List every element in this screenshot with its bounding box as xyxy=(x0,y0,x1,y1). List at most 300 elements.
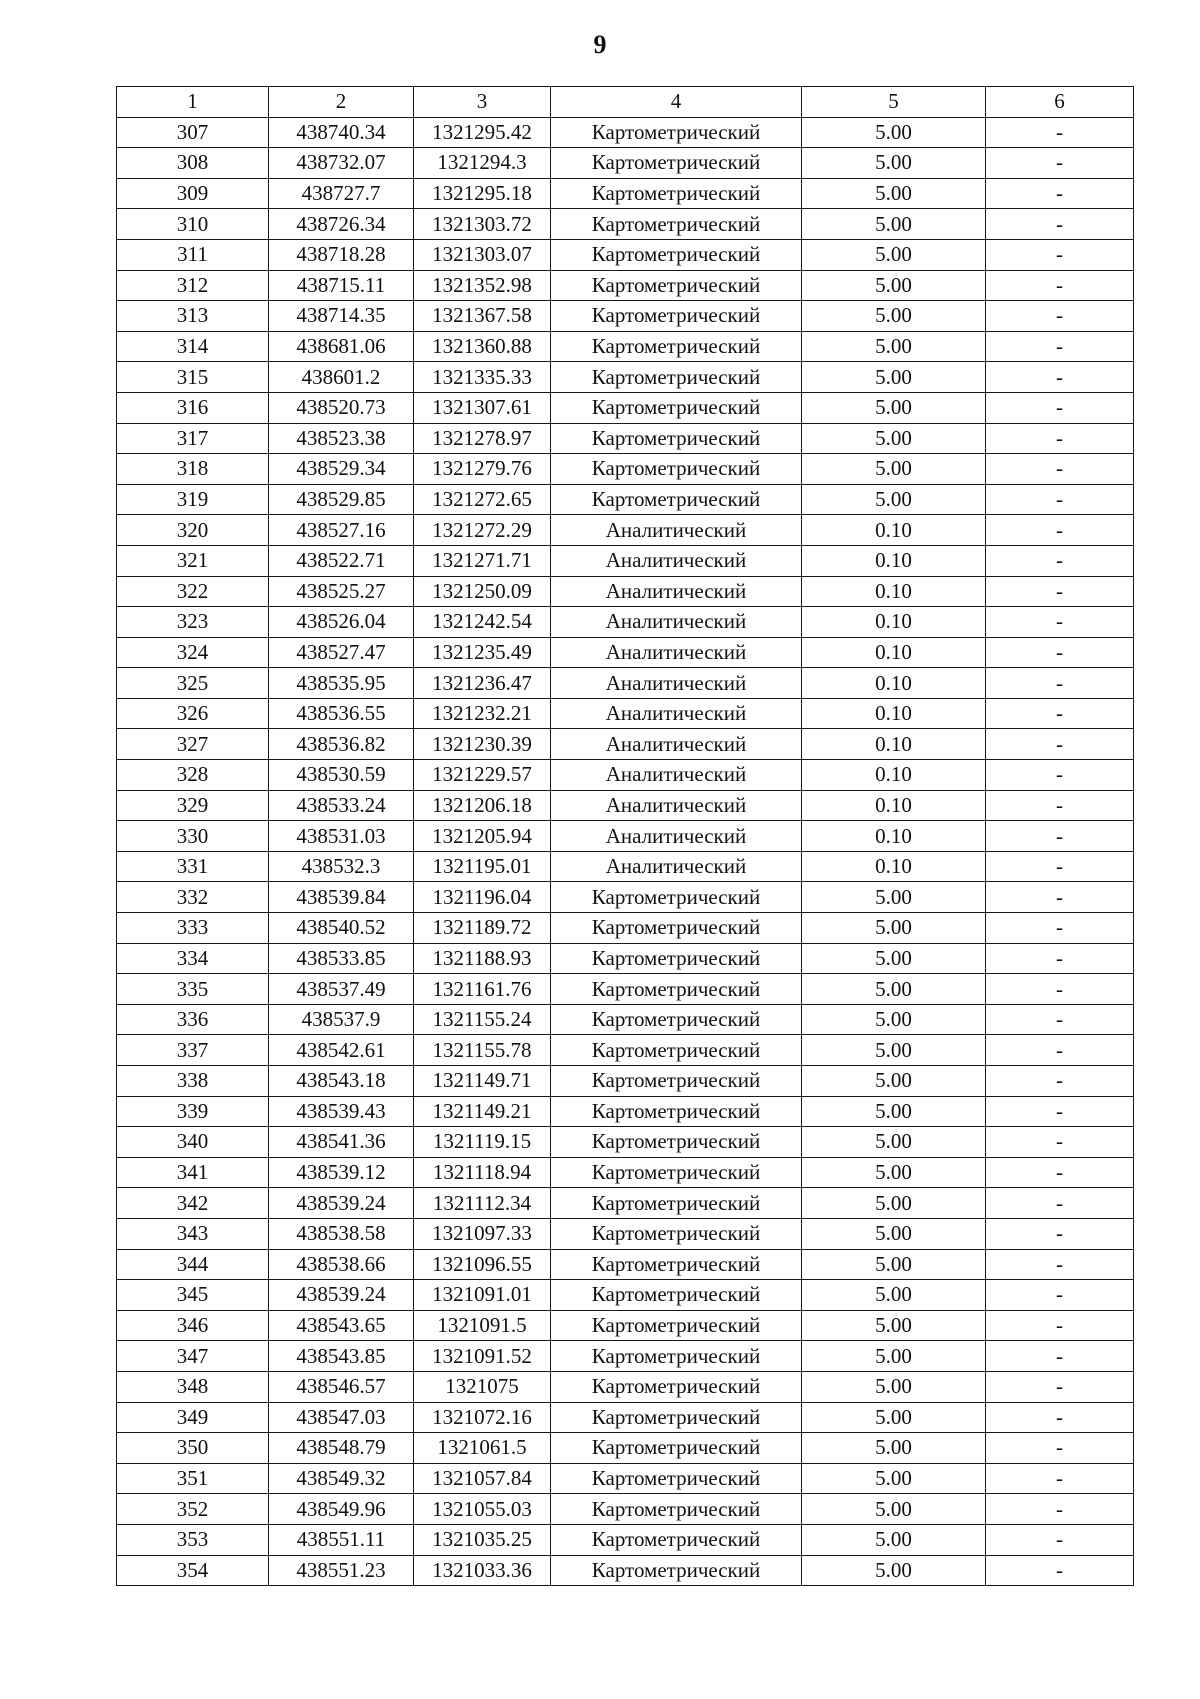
point-number-cell: 317 xyxy=(117,423,269,454)
x-coordinate-cell: 438543.18 xyxy=(269,1066,414,1097)
accuracy-cell: 0.10 xyxy=(802,790,986,821)
y-coordinate-cell: 1321035.25 xyxy=(414,1524,551,1555)
y-coordinate-cell: 1321236.47 xyxy=(414,668,551,699)
y-coordinate-cell: 1321061.5 xyxy=(414,1433,551,1464)
note-cell: - xyxy=(986,943,1134,974)
table-row xyxy=(117,545,1134,576)
point-number-cell: 345 xyxy=(117,1280,269,1311)
table-row xyxy=(117,392,1134,423)
method-cell: Аналитический xyxy=(551,607,802,638)
x-coordinate-cell: 438726.34 xyxy=(269,209,414,240)
note-cell: - xyxy=(986,1524,1134,1555)
accuracy-cell: 5.00 xyxy=(802,1004,986,1035)
accuracy-cell: 5.00 xyxy=(802,1341,986,1372)
method-cell: Картометрический xyxy=(551,1127,802,1158)
method-cell: Картометрический xyxy=(551,1004,802,1035)
x-coordinate-cell: 438714.35 xyxy=(269,301,414,332)
accuracy-cell: 0.10 xyxy=(802,851,986,882)
table-row xyxy=(117,698,1134,729)
method-cell: Картометрический xyxy=(551,1433,802,1464)
accuracy-cell: 0.10 xyxy=(802,515,986,546)
y-coordinate-cell: 1321303.07 xyxy=(414,239,551,270)
x-coordinate-cell: 438523.38 xyxy=(269,423,414,454)
accuracy-cell: 5.00 xyxy=(802,148,986,179)
table-row xyxy=(117,1555,1134,1586)
x-coordinate-cell: 438527.16 xyxy=(269,515,414,546)
x-coordinate-cell: 438538.58 xyxy=(269,1218,414,1249)
y-coordinate-cell: 1321271.71 xyxy=(414,545,551,576)
accuracy-cell: 5.00 xyxy=(802,239,986,270)
accuracy-cell: 5.00 xyxy=(802,1066,986,1097)
y-coordinate-cell: 1321155.24 xyxy=(414,1004,551,1035)
point-number-cell: 326 xyxy=(117,698,269,729)
note-cell: - xyxy=(986,148,1134,179)
accuracy-cell: 0.10 xyxy=(802,668,986,699)
point-number-cell: 329 xyxy=(117,790,269,821)
point-number-cell: 321 xyxy=(117,545,269,576)
method-cell: Картометрический xyxy=(551,117,802,148)
table-row xyxy=(117,1096,1134,1127)
table-row xyxy=(117,484,1134,515)
note-cell: - xyxy=(986,821,1134,852)
method-cell: Картометрический xyxy=(551,1494,802,1525)
table-row xyxy=(117,1371,1134,1402)
point-number-cell: 319 xyxy=(117,484,269,515)
y-coordinate-cell: 1321229.57 xyxy=(414,760,551,791)
note-cell: - xyxy=(986,1249,1134,1280)
x-coordinate-cell: 438539.84 xyxy=(269,882,414,913)
x-coordinate-cell: 438527.47 xyxy=(269,637,414,668)
table-row xyxy=(117,1524,1134,1555)
note-cell: - xyxy=(986,362,1134,393)
table-row xyxy=(117,301,1134,332)
accuracy-cell: 5.00 xyxy=(802,1555,986,1586)
y-coordinate-cell: 1321075 xyxy=(414,1371,551,1402)
x-coordinate-cell: 438549.96 xyxy=(269,1494,414,1525)
x-coordinate-cell: 438601.2 xyxy=(269,362,414,393)
page-number: 9 xyxy=(593,30,607,59)
method-cell: Картометрический xyxy=(551,1188,802,1219)
x-coordinate-cell: 438531.03 xyxy=(269,821,414,852)
note-cell: - xyxy=(986,974,1134,1005)
method-cell: Картометрический xyxy=(551,1280,802,1311)
y-coordinate-cell: 1321230.39 xyxy=(414,729,551,760)
y-coordinate-cell: 1321307.61 xyxy=(414,392,551,423)
y-coordinate-cell: 1321206.18 xyxy=(414,790,551,821)
note-cell: - xyxy=(986,1157,1134,1188)
note-cell: - xyxy=(986,1066,1134,1097)
method-cell: Картометрический xyxy=(551,1371,802,1402)
table-row xyxy=(117,1402,1134,1433)
y-coordinate-cell: 1321055.03 xyxy=(414,1494,551,1525)
accuracy-cell: 5.00 xyxy=(802,974,986,1005)
note-cell: - xyxy=(986,1494,1134,1525)
y-coordinate-cell: 1321057.84 xyxy=(414,1463,551,1494)
x-coordinate-cell: 438551.11 xyxy=(269,1524,414,1555)
x-coordinate-cell: 438536.82 xyxy=(269,729,414,760)
x-coordinate-cell: 438538.66 xyxy=(269,1249,414,1280)
table-row xyxy=(117,1127,1134,1158)
method-cell: Картометрический xyxy=(551,1402,802,1433)
column-header: 2 xyxy=(269,87,414,118)
point-number-cell: 349 xyxy=(117,1402,269,1433)
point-number-cell: 318 xyxy=(117,454,269,485)
point-number-cell: 307 xyxy=(117,117,269,148)
note-cell: - xyxy=(986,607,1134,638)
table-row xyxy=(117,1494,1134,1525)
point-number-cell: 354 xyxy=(117,1555,269,1586)
y-coordinate-cell: 1321188.93 xyxy=(414,943,551,974)
method-cell: Картометрический xyxy=(551,301,802,332)
y-coordinate-cell: 1321295.18 xyxy=(414,178,551,209)
table-row xyxy=(117,423,1134,454)
note-cell: - xyxy=(986,760,1134,791)
note-cell: - xyxy=(986,270,1134,301)
x-coordinate-cell: 438727.7 xyxy=(269,178,414,209)
table-row xyxy=(117,1188,1134,1219)
method-cell: Картометрический xyxy=(551,1066,802,1097)
x-coordinate-cell: 438539.24 xyxy=(269,1280,414,1311)
accuracy-cell: 5.00 xyxy=(802,1188,986,1219)
table-row xyxy=(117,515,1134,546)
x-coordinate-cell: 438547.03 xyxy=(269,1402,414,1433)
note-cell: - xyxy=(986,668,1134,699)
column-header: 4 xyxy=(551,87,802,118)
table-row xyxy=(117,362,1134,393)
point-number-cell: 308 xyxy=(117,148,269,179)
accuracy-cell: 5.00 xyxy=(802,1035,986,1066)
table-row xyxy=(117,637,1134,668)
y-coordinate-cell: 1321295.42 xyxy=(414,117,551,148)
accuracy-cell: 5.00 xyxy=(802,1494,986,1525)
x-coordinate-cell: 438520.73 xyxy=(269,392,414,423)
accuracy-cell: 5.00 xyxy=(802,1463,986,1494)
method-cell: Картометрический xyxy=(551,239,802,270)
note-cell: - xyxy=(986,1433,1134,1464)
table-row xyxy=(117,668,1134,699)
point-number-cell: 338 xyxy=(117,1066,269,1097)
x-coordinate-cell: 438542.61 xyxy=(269,1035,414,1066)
note-cell: - xyxy=(986,1188,1134,1219)
column-header: 1 xyxy=(117,87,269,118)
method-cell: Картометрический xyxy=(551,331,802,362)
x-coordinate-cell: 438535.95 xyxy=(269,668,414,699)
y-coordinate-cell: 1321097.33 xyxy=(414,1218,551,1249)
method-cell: Аналитический xyxy=(551,821,802,852)
method-cell: Аналитический xyxy=(551,790,802,821)
accuracy-cell: 5.00 xyxy=(802,301,986,332)
table-row xyxy=(117,1218,1134,1249)
note-cell: - xyxy=(986,729,1134,760)
x-coordinate-cell: 438525.27 xyxy=(269,576,414,607)
x-coordinate-cell: 438537.9 xyxy=(269,1004,414,1035)
point-number-cell: 336 xyxy=(117,1004,269,1035)
y-coordinate-cell: 1321279.76 xyxy=(414,454,551,485)
method-cell: Картометрический xyxy=(551,1157,802,1188)
accuracy-cell: 5.00 xyxy=(802,913,986,944)
y-coordinate-cell: 1321091.01 xyxy=(414,1280,551,1311)
method-cell: Картометрический xyxy=(551,454,802,485)
accuracy-cell: 0.10 xyxy=(802,760,986,791)
accuracy-cell: 5.00 xyxy=(802,1127,986,1158)
note-cell: - xyxy=(986,913,1134,944)
accuracy-cell: 0.10 xyxy=(802,637,986,668)
accuracy-cell: 5.00 xyxy=(802,117,986,148)
accuracy-cell: 5.00 xyxy=(802,1402,986,1433)
point-number-cell: 348 xyxy=(117,1371,269,1402)
note-cell: - xyxy=(986,1555,1134,1586)
y-coordinate-cell: 1321294.3 xyxy=(414,148,551,179)
method-cell: Картометрический xyxy=(551,392,802,423)
y-coordinate-cell: 1321205.94 xyxy=(414,821,551,852)
y-coordinate-cell: 1321335.33 xyxy=(414,362,551,393)
point-number-cell: 315 xyxy=(117,362,269,393)
note-cell: - xyxy=(986,1218,1134,1249)
accuracy-cell: 5.00 xyxy=(802,331,986,362)
point-number-cell: 311 xyxy=(117,239,269,270)
x-coordinate-cell: 438522.71 xyxy=(269,545,414,576)
note-cell: - xyxy=(986,545,1134,576)
table-row xyxy=(117,1433,1134,1464)
table-header-row xyxy=(117,87,1134,118)
y-coordinate-cell: 1321195.01 xyxy=(414,851,551,882)
accuracy-cell: 5.00 xyxy=(802,1310,986,1341)
table-row xyxy=(117,148,1134,179)
method-cell: Картометрический xyxy=(551,270,802,301)
table-row xyxy=(117,1004,1134,1035)
y-coordinate-cell: 1321119.15 xyxy=(414,1127,551,1158)
y-coordinate-cell: 1321235.49 xyxy=(414,637,551,668)
y-coordinate-cell: 1321272.65 xyxy=(414,484,551,515)
table-row xyxy=(117,1066,1134,1097)
y-coordinate-cell: 1321250.09 xyxy=(414,576,551,607)
note-cell: - xyxy=(986,1127,1134,1158)
y-coordinate-cell: 1321272.29 xyxy=(414,515,551,546)
method-cell: Аналитический xyxy=(551,729,802,760)
y-coordinate-cell: 1321189.72 xyxy=(414,913,551,944)
method-cell: Аналитический xyxy=(551,698,802,729)
table-body xyxy=(117,117,1134,1586)
method-cell: Картометрический xyxy=(551,974,802,1005)
y-coordinate-cell: 1321232.21 xyxy=(414,698,551,729)
table-row xyxy=(117,454,1134,485)
y-coordinate-cell: 1321155.78 xyxy=(414,1035,551,1066)
y-coordinate-cell: 1321278.97 xyxy=(414,423,551,454)
table-row xyxy=(117,209,1134,240)
point-number-cell: 343 xyxy=(117,1218,269,1249)
x-coordinate-cell: 438681.06 xyxy=(269,331,414,362)
point-number-cell: 313 xyxy=(117,301,269,332)
x-coordinate-cell: 438539.43 xyxy=(269,1096,414,1127)
x-coordinate-cell: 438530.59 xyxy=(269,760,414,791)
table-row xyxy=(117,1035,1134,1066)
x-coordinate-cell: 438537.49 xyxy=(269,974,414,1005)
note-cell: - xyxy=(986,209,1134,240)
point-number-cell: 342 xyxy=(117,1188,269,1219)
note-cell: - xyxy=(986,178,1134,209)
note-cell: - xyxy=(986,392,1134,423)
coordinates-table xyxy=(116,86,1134,1586)
point-number-cell: 341 xyxy=(117,1157,269,1188)
method-cell: Аналитический xyxy=(551,515,802,546)
y-coordinate-cell: 1321242.54 xyxy=(414,607,551,638)
note-cell: - xyxy=(986,331,1134,362)
point-number-cell: 335 xyxy=(117,974,269,1005)
method-cell: Картометрический xyxy=(551,484,802,515)
accuracy-cell: 5.00 xyxy=(802,209,986,240)
method-cell: Картометрический xyxy=(551,1463,802,1494)
x-coordinate-cell: 438548.79 xyxy=(269,1433,414,1464)
point-number-cell: 316 xyxy=(117,392,269,423)
table-row xyxy=(117,1463,1134,1494)
note-cell: - xyxy=(986,1280,1134,1311)
y-coordinate-cell: 1321091.52 xyxy=(414,1341,551,1372)
accuracy-cell: 5.00 xyxy=(802,1249,986,1280)
x-coordinate-cell: 438543.85 xyxy=(269,1341,414,1372)
x-coordinate-cell: 438533.85 xyxy=(269,943,414,974)
point-number-cell: 325 xyxy=(117,668,269,699)
table-row xyxy=(117,1157,1134,1188)
column-header: 5 xyxy=(802,87,986,118)
table-row xyxy=(117,760,1134,791)
method-cell: Аналитический xyxy=(551,576,802,607)
y-coordinate-cell: 1321091.5 xyxy=(414,1310,551,1341)
table-row xyxy=(117,576,1134,607)
point-number-cell: 350 xyxy=(117,1433,269,1464)
point-number-cell: 352 xyxy=(117,1494,269,1525)
method-cell: Картометрический xyxy=(551,1555,802,1586)
note-cell: - xyxy=(986,1310,1134,1341)
accuracy-cell: 5.00 xyxy=(802,1371,986,1402)
accuracy-cell: 5.00 xyxy=(802,1218,986,1249)
point-number-cell: 332 xyxy=(117,882,269,913)
accuracy-cell: 5.00 xyxy=(802,362,986,393)
y-coordinate-cell: 1321118.94 xyxy=(414,1157,551,1188)
accuracy-cell: 5.00 xyxy=(802,392,986,423)
accuracy-cell: 5.00 xyxy=(802,484,986,515)
method-cell: Аналитический xyxy=(551,668,802,699)
point-number-cell: 334 xyxy=(117,943,269,974)
note-cell: - xyxy=(986,301,1134,332)
table-row xyxy=(117,270,1134,301)
method-cell: Картометрический xyxy=(551,1524,802,1555)
note-cell: - xyxy=(986,423,1134,454)
accuracy-cell: 5.00 xyxy=(802,1280,986,1311)
method-cell: Картометрический xyxy=(551,913,802,944)
accuracy-cell: 0.10 xyxy=(802,698,986,729)
y-coordinate-cell: 1321096.55 xyxy=(414,1249,551,1280)
accuracy-cell: 5.00 xyxy=(802,882,986,913)
method-cell: Аналитический xyxy=(551,545,802,576)
x-coordinate-cell: 438529.85 xyxy=(269,484,414,515)
y-coordinate-cell: 1321149.71 xyxy=(414,1066,551,1097)
table-row xyxy=(117,117,1134,148)
point-number-cell: 337 xyxy=(117,1035,269,1066)
y-coordinate-cell: 1321303.72 xyxy=(414,209,551,240)
x-coordinate-cell: 438715.11 xyxy=(269,270,414,301)
accuracy-cell: 0.10 xyxy=(802,607,986,638)
method-cell: Картометрический xyxy=(551,362,802,393)
point-number-cell: 347 xyxy=(117,1341,269,1372)
point-number-cell: 324 xyxy=(117,637,269,668)
x-coordinate-cell: 438551.23 xyxy=(269,1555,414,1586)
x-coordinate-cell: 438718.28 xyxy=(269,239,414,270)
table-row xyxy=(117,851,1134,882)
note-cell: - xyxy=(986,576,1134,607)
note-cell: - xyxy=(986,239,1134,270)
note-cell: - xyxy=(986,1004,1134,1035)
y-coordinate-cell: 1321112.34 xyxy=(414,1188,551,1219)
table-row xyxy=(117,1280,1134,1311)
y-coordinate-cell: 1321360.88 xyxy=(414,331,551,362)
table-row xyxy=(117,913,1134,944)
point-number-cell: 340 xyxy=(117,1127,269,1158)
note-cell: - xyxy=(986,851,1134,882)
y-coordinate-cell: 1321367.58 xyxy=(414,301,551,332)
point-number-cell: 351 xyxy=(117,1463,269,1494)
accuracy-cell: 0.10 xyxy=(802,545,986,576)
method-cell: Аналитический xyxy=(551,851,802,882)
note-cell: - xyxy=(986,454,1134,485)
accuracy-cell: 5.00 xyxy=(802,178,986,209)
y-coordinate-cell: 1321033.36 xyxy=(414,1555,551,1586)
accuracy-cell: 5.00 xyxy=(802,1524,986,1555)
note-cell: - xyxy=(986,1341,1134,1372)
note-cell: - xyxy=(986,484,1134,515)
column-header: 3 xyxy=(414,87,551,118)
point-number-cell: 327 xyxy=(117,729,269,760)
note-cell: - xyxy=(986,1402,1134,1433)
point-number-cell: 323 xyxy=(117,607,269,638)
x-coordinate-cell: 438529.34 xyxy=(269,454,414,485)
accuracy-cell: 5.00 xyxy=(802,1096,986,1127)
method-cell: Картометрический xyxy=(551,882,802,913)
note-cell: - xyxy=(986,117,1134,148)
column-header: 6 xyxy=(986,87,1134,118)
accuracy-cell: 5.00 xyxy=(802,1157,986,1188)
x-coordinate-cell: 438732.07 xyxy=(269,148,414,179)
method-cell: Картометрический xyxy=(551,1341,802,1372)
accuracy-cell: 5.00 xyxy=(802,454,986,485)
point-number-cell: 353 xyxy=(117,1524,269,1555)
x-coordinate-cell: 438539.24 xyxy=(269,1188,414,1219)
table-row xyxy=(117,790,1134,821)
x-coordinate-cell: 438546.57 xyxy=(269,1371,414,1402)
point-number-cell: 309 xyxy=(117,178,269,209)
x-coordinate-cell: 438541.36 xyxy=(269,1127,414,1158)
point-number-cell: 328 xyxy=(117,760,269,791)
accuracy-cell: 0.10 xyxy=(802,576,986,607)
point-number-cell: 322 xyxy=(117,576,269,607)
point-number-cell: 346 xyxy=(117,1310,269,1341)
method-cell: Картометрический xyxy=(551,209,802,240)
point-number-cell: 344 xyxy=(117,1249,269,1280)
table-row xyxy=(117,178,1134,209)
note-cell: - xyxy=(986,1035,1134,1066)
table-row xyxy=(117,1310,1134,1341)
y-coordinate-cell: 1321072.16 xyxy=(414,1402,551,1433)
note-cell: - xyxy=(986,515,1134,546)
x-coordinate-cell: 438532.3 xyxy=(269,851,414,882)
x-coordinate-cell: 438740.34 xyxy=(269,117,414,148)
table-row xyxy=(117,943,1134,974)
note-cell: - xyxy=(986,1096,1134,1127)
method-cell: Аналитический xyxy=(551,637,802,668)
table-row xyxy=(117,974,1134,1005)
point-number-cell: 331 xyxy=(117,851,269,882)
x-coordinate-cell: 438539.12 xyxy=(269,1157,414,1188)
table-row xyxy=(117,239,1134,270)
